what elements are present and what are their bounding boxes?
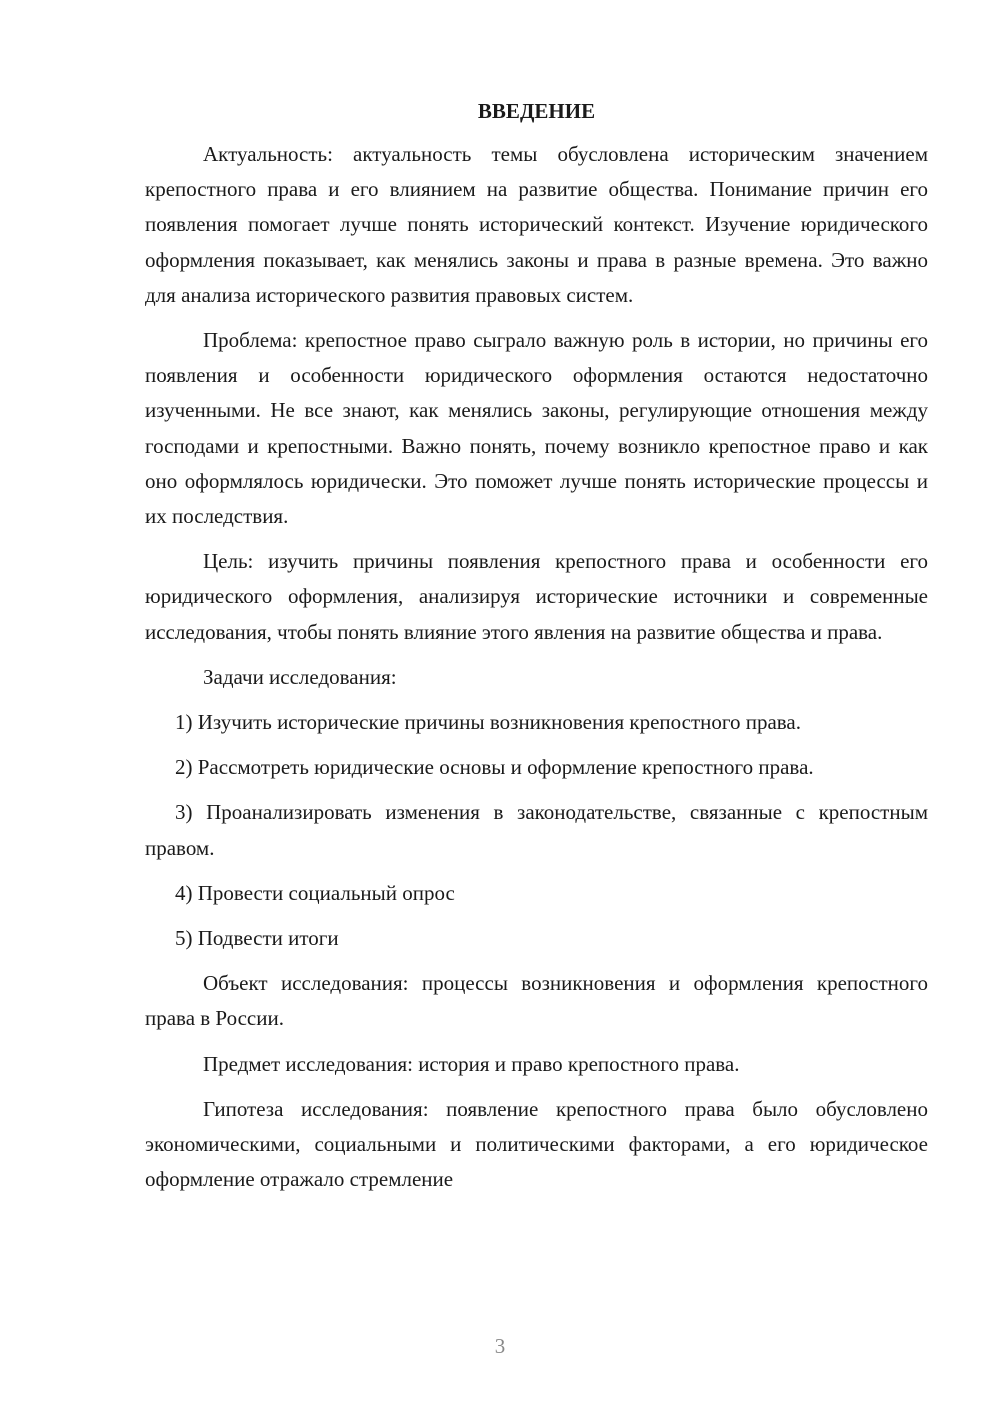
task-item: 4) Провести социальный опрос [175,880,455,905]
tasks-heading: Задачи исследования: [203,664,397,689]
task-item: 2) Рассмотреть юридические основы и оформление крепостного права. [175,755,814,780]
subject-paragraph: Предмет исследования: история и право крепостного права. [203,1051,740,1076]
goal-paragraph: Цель: изучить причины появления крепостного права и особенности его юридического оформления, анализируя исторические источники и современные исследования, чтобы понять влияние этого явления на развитие общества и права. [145,549,928,644]
task-item: 5) Подвести итоги [175,926,339,951]
document-body [145,96,928,1207]
page-number: 3 [494,1334,506,1358]
hypothesis-paragraph: Гипотеза исследования: появление крепостного права было обусловлено экономическими, социальными и политическими факторами, а его юридическое оформление отражало стремление [145,1096,928,1192]
page-title: ВВЕДЕНИЕ [477,99,596,123]
problem-paragraph: Проблема: крепостное право сыграло важную роль в истории, но причины его появления и особенности юридического оформления остаются недостаточно изученными. Не все знают, как менялись законы, регулирующие отношения между господами и крепостными. Важно понять, почему возникло крепостное право и как оно оформлялось юридически. Это поможет лучше понять исторические процессы и их последствия. [145,328,928,529]
object-paragraph: Объект исследования: процессы возникновения и оформления крепостного права в России. [145,971,928,1031]
task-item: 3) Проанализировать изменения в законодательстве, связанные с крепостным правом. [145,800,928,860]
task-item: 1) Изучить исторические причины возникновения крепостного права. [175,710,801,735]
relevance-paragraph: Актуальность: актуальность темы обусловлена историческим значением крепостного права и его влиянием на развитие общества. Понимание причин его появления помогает лучше понять исторический контекст. Изучение юридического оформления показывает, как менялись законы и права в разные времена. Это важно для анализа исторического развития правовых систем. [145,142,928,307]
